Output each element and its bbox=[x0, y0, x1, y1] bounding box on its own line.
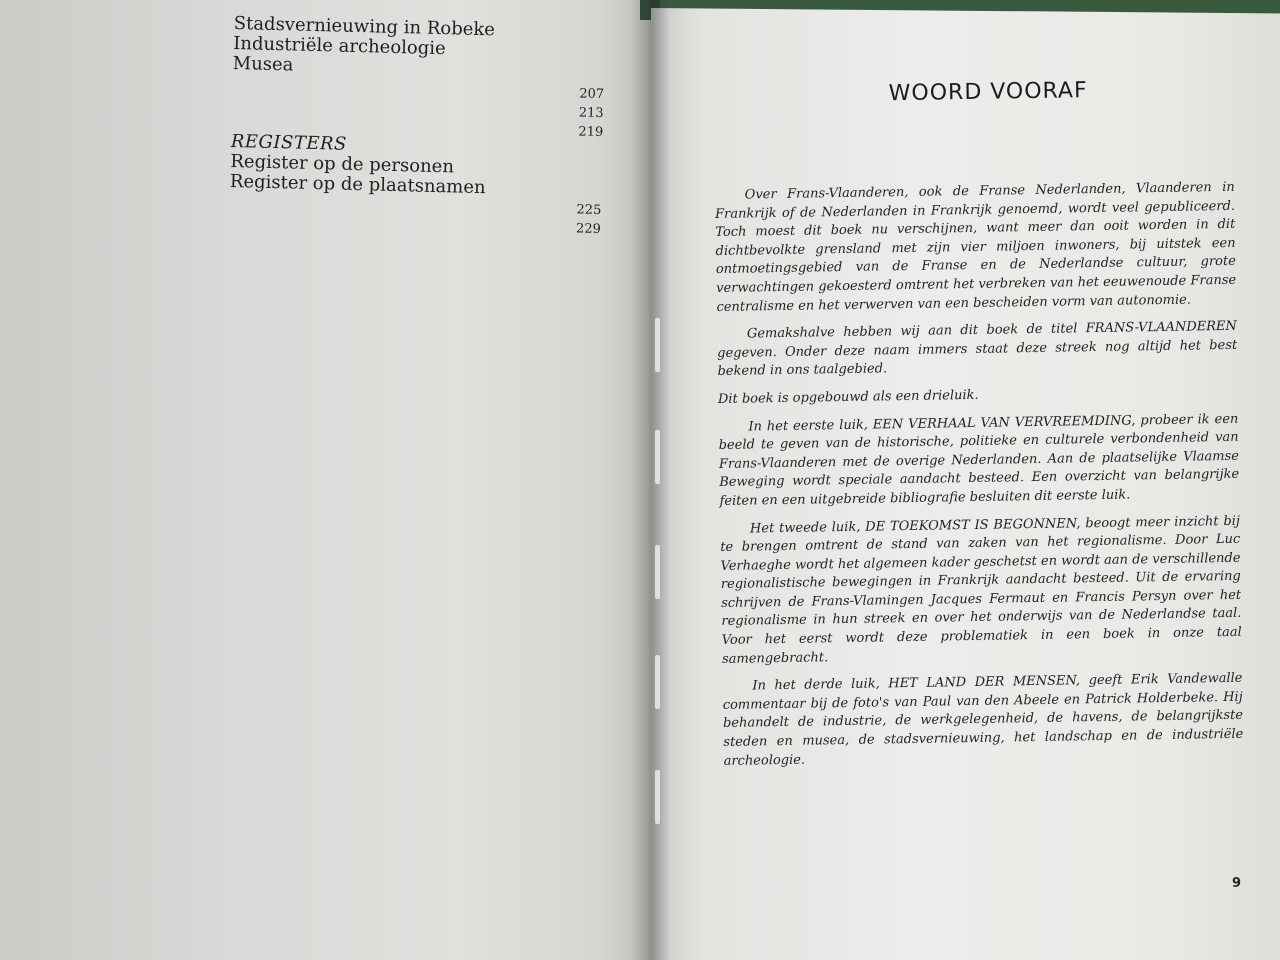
binding-stitch bbox=[655, 770, 660, 824]
toc-entry: Musea bbox=[232, 52, 294, 76]
binding-stitch bbox=[655, 318, 660, 372]
toc-page-number: 207 bbox=[579, 86, 605, 103]
toc-entry: Industriële archeologie bbox=[233, 32, 446, 60]
registers-heading: REGISTERS bbox=[230, 130, 348, 155]
page-title: WOORD VOORAF bbox=[888, 78, 1088, 107]
table-of-contents bbox=[229, 13, 614, 238]
binding-stitch bbox=[655, 655, 660, 709]
toc-page-number: 229 bbox=[575, 221, 602, 238]
toc-entry: Stadsvernieuwing in Robeke bbox=[233, 13, 496, 41]
paragraph: Dit boek is opgebouwd als een drieluik. bbox=[717, 387, 979, 407]
binding-stitch bbox=[655, 430, 660, 484]
paragraph: Over Frans-Vlaanderen, ook de Franse Nederlanden, Vlaanderen in Frankrijk of de Nederlanden in Frankrijk genoemd, wordt veel gepubliceerd. Toch moest dit boek nu verschijnen, want meer dan ooit worden in dit dichtbevolkte grensland met zijn vier miljoen inwoners, bij uitstek een ontmoetingsgebied van de Franse en de Nederlandse cultuur, grote verwachtingen gekoesterd omtrent het verbreken van het eeuwenoude Franse centralisme en het verwerven van een bescheiden vorm van autonomie. bbox=[714, 179, 1237, 315]
toc-entry: Register op de plaatsnamen bbox=[229, 170, 486, 199]
foreword bbox=[713, 76, 1244, 780]
paragraph: In het derde luik, HET LAND DER MENSEN, geeft Erik Vandewalle commentaar bij de foto's van Paul van den Abeele en Patrick Holderbeke. Hij behandelt de industrie, de werkgelegenheid, de havens, de belangrijkste steden en musea, de stadsvernieuwing, het landschap en de industriële archeologie. bbox=[722, 671, 1244, 769]
page-number: 9 bbox=[1232, 876, 1242, 891]
toc-page-number: 213 bbox=[578, 105, 604, 122]
binding-stitch bbox=[655, 545, 660, 599]
toc-page-number: 219 bbox=[578, 124, 604, 141]
paragraph: In het eerste luik, EEN VERHAAL VAN VERVREEMDING, probeer ik een beeld te geven van de historische, politieke en culturele verbondenheid van Frans-Vlaanderen met de overige Nederlanden. Aan de plaatselijke Vlaamse Beweging wordt speciale aandacht besteed. Een overzicht van belangrijke feiten en een uitgebreide bibliografie besluiten dit eerste luik. bbox=[718, 411, 1240, 509]
book-gutter bbox=[630, 0, 670, 960]
toc-entry: Register op de personen bbox=[230, 150, 455, 178]
paragraph: Gemakshalve hebben wij aan dit boek de titel FRANS-VLAANDEREN gegeven. Onder deze naam immers staat deze streek nog altijd het best bekend in ons taalgebied. bbox=[717, 318, 1238, 380]
paragraph: Het tweede luik, DE TOEKOMST IS BEGONNEN, beoogt meer inzicht bij te brengen omtrent de stand van zaken van het regionalisme. Door Luc Verhaeghe wordt het algemeen kader geschetst en wordt aan de verschillende regionalistische bewegingen in Frankrijk aandacht besteed. Uit de ervaring schrijven de Frans-Vlamingen Jacques Fermaut en Francis Persyn over het regionalisme in hun streek en over het onderwijs van de Nederlandse taal. Voor het eerst wordt deze problematiek in een boek in onze taal samengebracht. bbox=[720, 513, 1242, 667]
toc-page-number: 225 bbox=[576, 202, 602, 219]
